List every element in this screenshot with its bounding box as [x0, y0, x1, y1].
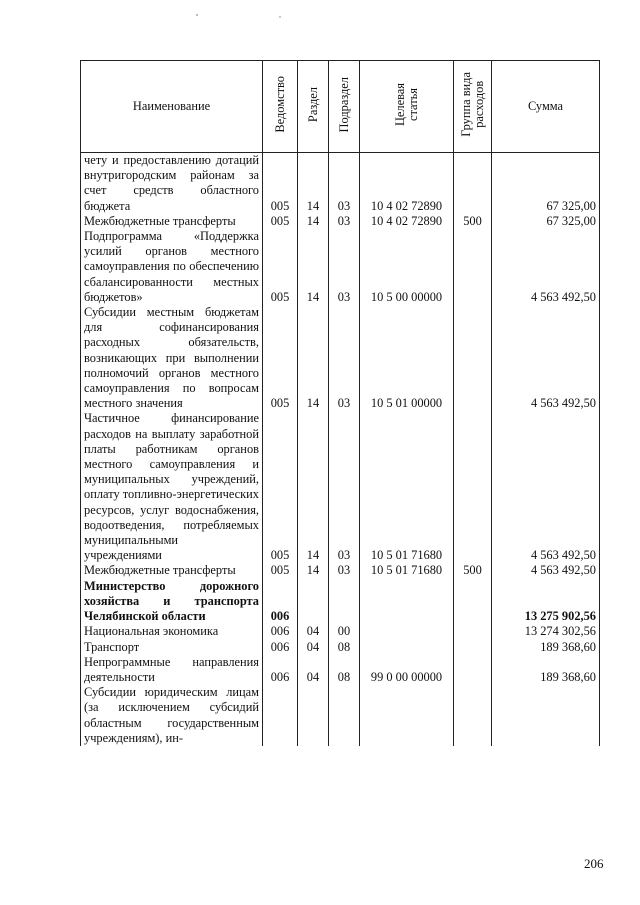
header-podrazdel: Подраздел	[329, 61, 360, 153]
table-header	[81, 61, 600, 153]
cell-gruppa	[454, 685, 492, 746]
table-row	[81, 655, 600, 685]
cell-summa	[492, 685, 600, 746]
cell-podrazdel: 03	[329, 153, 360, 214]
cell-razdel: 14	[298, 563, 329, 578]
cell-tselevaya: 10 5 01 71680	[360, 411, 454, 563]
cell-name: Транспорт	[81, 640, 263, 655]
cell-tselevaya: 10 5 01 00000	[360, 305, 454, 411]
cell-podrazdel: 08	[329, 640, 360, 655]
table-body	[81, 153, 600, 746]
table-row	[81, 214, 600, 229]
cell-summa: 4 563 492,50	[492, 411, 600, 563]
cell-gruppa	[454, 579, 492, 625]
cell-gruppa	[454, 640, 492, 655]
table-row	[81, 411, 600, 563]
cell-razdel	[298, 685, 329, 746]
cell-podrazdel: 03	[329, 305, 360, 411]
cell-gruppa	[454, 655, 492, 685]
cell-podrazdel: 03	[329, 411, 360, 563]
table-row	[81, 229, 600, 305]
cell-razdel: 14	[298, 153, 329, 214]
cell-ved: 005	[263, 411, 298, 563]
cell-summa: 4 563 492,50	[492, 229, 600, 305]
cell-razdel: 04	[298, 640, 329, 655]
cell-podrazdel: 03	[329, 229, 360, 305]
cell-tselevaya: 99 0 00 00000	[360, 655, 454, 685]
cell-ved: 005	[263, 229, 298, 305]
cell-summa: 13 274 302,56	[492, 624, 600, 639]
cell-name: Субсидии юридическим лицам (за исключением субсидий областным государственным учреждениям), ин-	[81, 685, 263, 746]
cell-summa: 4 563 492,50	[492, 305, 600, 411]
cell-razdel: 14	[298, 305, 329, 411]
cell-name: Межбюджетные трансферты	[81, 214, 263, 229]
cell-name: Межбюджетные трансферты	[81, 563, 263, 578]
cell-podrazdel	[329, 579, 360, 625]
cell-tselevaya	[360, 624, 454, 639]
budget-table	[80, 60, 600, 746]
cell-summa: 13 275 902,56	[492, 579, 600, 625]
cell-tselevaya: 10 4 02 72890	[360, 153, 454, 214]
table-row	[81, 579, 600, 625]
table-row	[81, 640, 600, 655]
cell-ved: 005	[263, 305, 298, 411]
cell-podrazdel: 03	[329, 563, 360, 578]
header-razdel: Раздел	[298, 61, 329, 153]
cell-razdel	[298, 579, 329, 625]
cell-gruppa	[454, 624, 492, 639]
cell-gruppa: 500	[454, 563, 492, 578]
cell-tselevaya	[360, 685, 454, 746]
header-gruppa: Группа вида расходов	[454, 61, 492, 153]
page-number: 206	[584, 856, 604, 871]
cell-name: Национальная экономика	[81, 624, 263, 639]
scan-speck	[196, 14, 198, 16]
cell-ved: 005	[263, 214, 298, 229]
cell-razdel: 04	[298, 624, 329, 639]
cell-razdel: 14	[298, 214, 329, 229]
table-row	[81, 563, 600, 578]
table-row	[81, 685, 600, 746]
cell-podrazdel: 03	[329, 214, 360, 229]
table-row	[81, 153, 600, 214]
cell-name: Министерство дорожного хозяйства и транспорта Челябинской области	[81, 579, 263, 625]
cell-gruppa	[454, 229, 492, 305]
cell-summa: 4 563 492,50	[492, 563, 600, 578]
cell-gruppa	[454, 411, 492, 563]
cell-podrazdel: 08	[329, 655, 360, 685]
cell-name: чету и предоставлению дотаций внутригородским районам за счет средств областного бюджета	[81, 153, 263, 214]
cell-summa: 189 368,60	[492, 655, 600, 685]
header-ved: Ведомство	[263, 61, 298, 153]
cell-summa: 67 325,00	[492, 214, 600, 229]
cell-name: Субсидии местным бюджетам для софинансирования расходных обязательств, возникающих при выполнении полномочий органов местного самоуправления по вопросам местного значения	[81, 305, 263, 411]
header-name: Наименование	[81, 61, 263, 153]
cell-tselevaya	[360, 579, 454, 625]
cell-summa: 67 325,00	[492, 153, 600, 214]
cell-podrazdel: 00	[329, 624, 360, 639]
cell-summa: 189 368,60	[492, 640, 600, 655]
cell-ved: 006	[263, 640, 298, 655]
header-summa: Сумма	[492, 61, 600, 153]
cell-tselevaya: 10 5 00 00000	[360, 229, 454, 305]
cell-gruppa	[454, 305, 492, 411]
cell-name: Частичное финансирование расходов на выплату заработной платы работникам органов местного самоуправления и муниципальных учреждений, оплату топливно-энергетических ресурсов, услуг водоснабжения, водоотведения, потребляемых муниципальными учреждениями	[81, 411, 263, 563]
cell-ved: 005	[263, 563, 298, 578]
cell-tselevaya: 10 4 02 72890	[360, 214, 454, 229]
cell-name: Непрограммные направления деятельности	[81, 655, 263, 685]
cell-ved: 005	[263, 153, 298, 214]
cell-razdel: 14	[298, 229, 329, 305]
cell-razdel: 04	[298, 655, 329, 685]
cell-ved: 006	[263, 579, 298, 625]
cell-gruppa: 500	[454, 214, 492, 229]
cell-ved	[263, 685, 298, 746]
cell-name: Подпрограмма «Поддержка усилий органов местного самоуправления по обеспечению сбалансированности местных бюджетов»	[81, 229, 263, 305]
cell-tselevaya: 10 5 01 71680	[360, 563, 454, 578]
cell-razdel: 14	[298, 411, 329, 563]
cell-gruppa	[454, 153, 492, 214]
cell-ved: 006	[263, 655, 298, 685]
table-row	[81, 624, 600, 639]
cell-ved: 006	[263, 624, 298, 639]
cell-tselevaya	[360, 640, 454, 655]
scan-speck	[279, 16, 281, 18]
header-tselevaya: Целевая статья	[360, 61, 454, 153]
cell-podrazdel	[329, 685, 360, 746]
table-row	[81, 305, 600, 411]
